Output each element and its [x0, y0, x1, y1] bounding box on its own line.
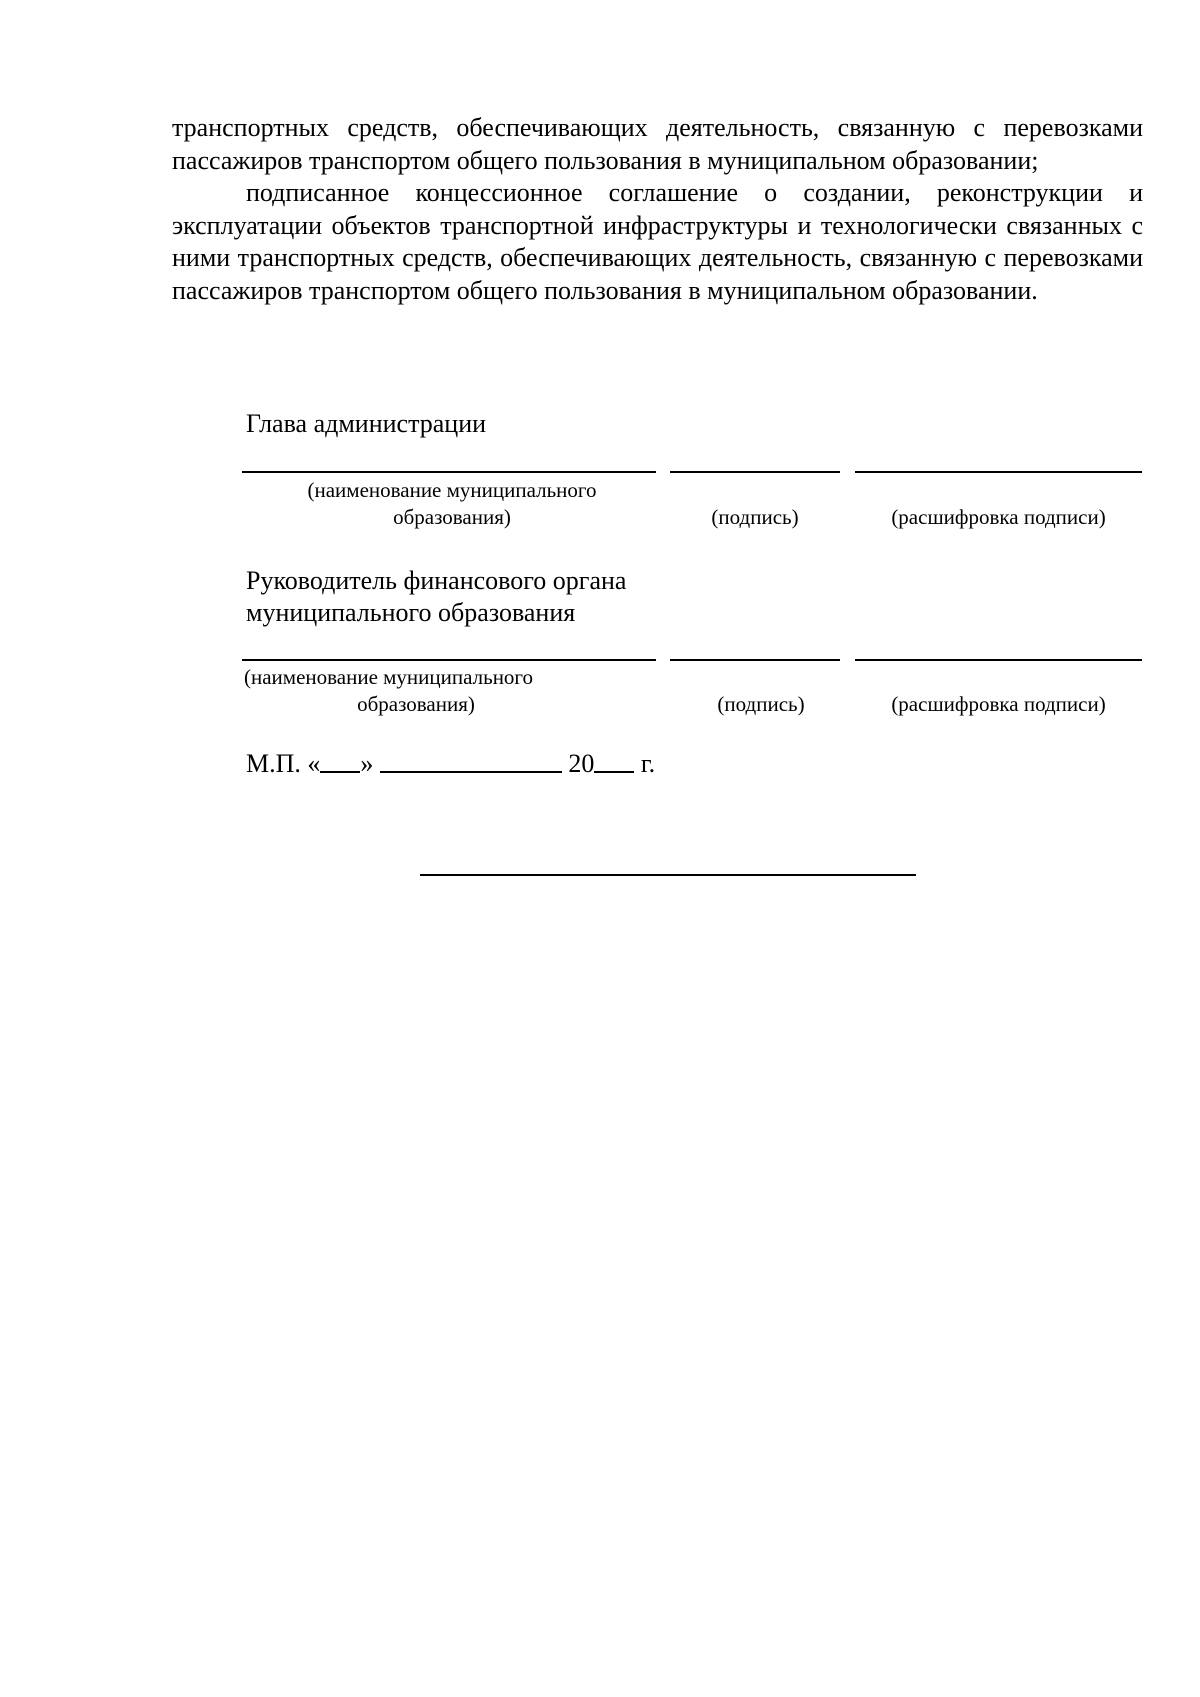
paragraph-continuation: транспортных средств, обеспечивающих деятельность, связанную с перевозками пассажиров транспортом общего пользования в муниципальном образовании; — [172, 113, 1143, 175]
signature-head-caption-name-2: образования) — [393, 505, 511, 529]
signature-head-caption-transcript: (расшифровка подписи) — [891, 505, 1106, 529]
year-suffix: г. — [640, 749, 656, 778]
signature-finance-caption-signature: (подпись) — [717, 692, 805, 716]
signature-finance-sign-line — [670, 659, 840, 661]
open-quote: « — [307, 749, 321, 778]
end-of-document-rule — [420, 874, 916, 876]
day-blank — [320, 747, 360, 773]
signature-finance-caption-name-1: (наименование муниципального — [244, 665, 534, 689]
signature-finance-title-1: Руководитель финансового органа — [246, 566, 627, 595]
year-century: 20 — [568, 749, 595, 778]
signature-head-transcript-line — [855, 471, 1142, 473]
signature-finance-transcript-line — [855, 659, 1142, 661]
stamp-label: М.П. — [246, 749, 301, 778]
month-blank — [380, 747, 562, 773]
paragraph-concession-agreement: подписанное концессионное соглашение о создании, реконструкции и эксплуатации объектов транспортной инфраструктуры и технологически связанных с ними транспортных средств, обеспечивающих деятельность, связанную с перевозками пассажиров транспортом общего пользования в муниципальном образовании. — [172, 178, 1143, 305]
signature-head-caption-signature: (подпись) — [711, 505, 799, 529]
body-text — [172, 112, 1143, 307]
year-blank — [594, 747, 634, 773]
signature-head-caption-name-1: (наименование муниципального — [307, 478, 597, 502]
signature-finance-caption-name-2: образования) — [357, 692, 475, 716]
close-quote: » — [360, 749, 374, 778]
signature-finance-title-2: муниципального образования — [246, 598, 576, 627]
signature-finance-caption-transcript: (расшифровка подписи) — [891, 692, 1106, 716]
stamp-date-line — [246, 746, 655, 780]
signature-head-name-line — [242, 471, 656, 473]
signature-head-title: Глава администрации — [246, 409, 487, 438]
signature-head-sign-line — [670, 471, 840, 473]
signature-finance-name-line — [242, 659, 656, 661]
